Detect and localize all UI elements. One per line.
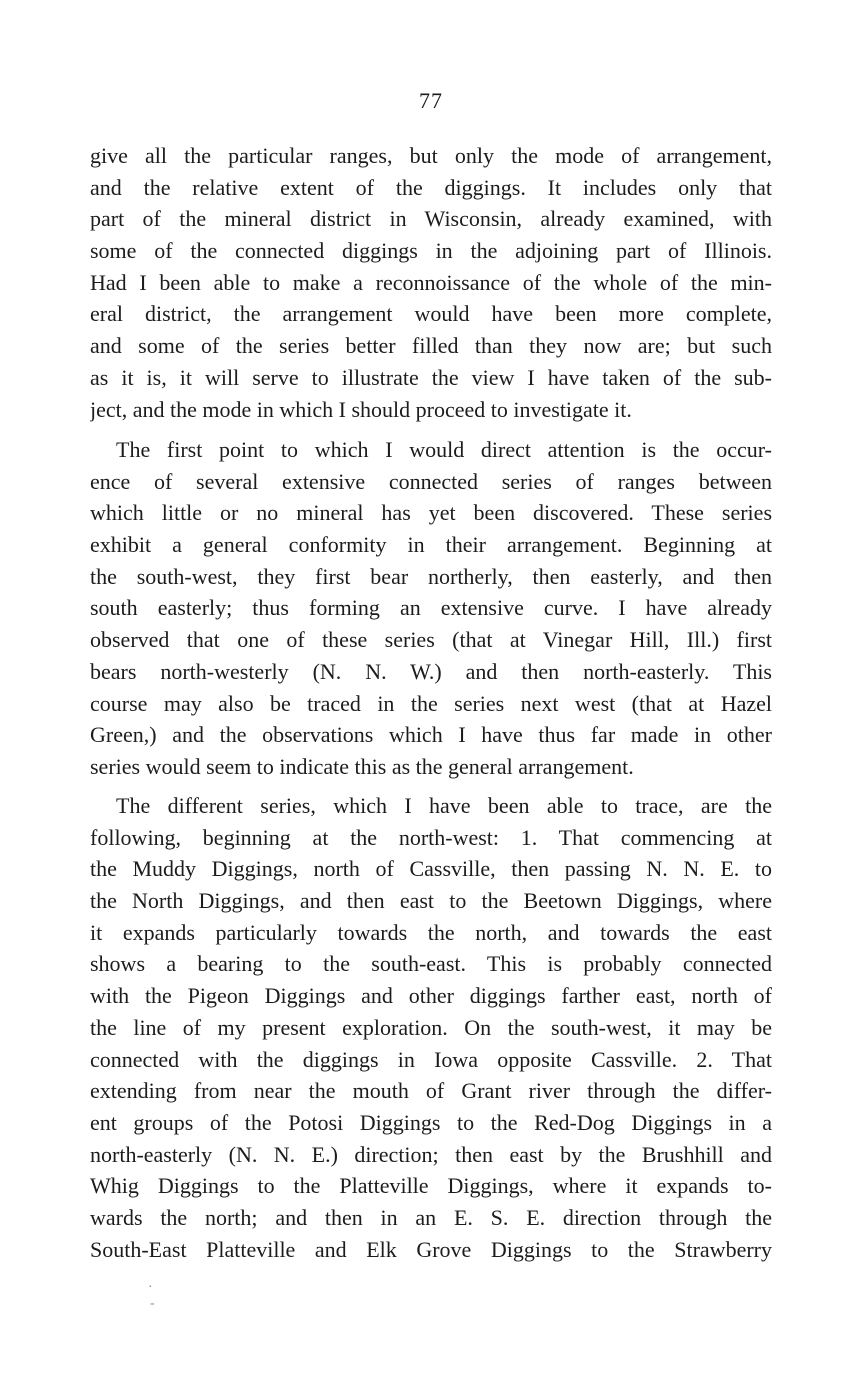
text-line: series would seem to indicate this as the general arrangement. <box>90 753 634 779</box>
text-line: and the relative extent of the diggings. It includes only that <box>90 174 772 200</box>
text-line: ject, and the mode in which I should proceed to investigate it. <box>90 396 632 422</box>
paragraph-2 <box>90 434 772 783</box>
page-number: 77 <box>419 88 443 113</box>
text-line: and some of the series better filled than they now are; but such <box>90 333 772 359</box>
text-line: ent groups of the Potosi Diggings to the Red-Dog Diggings in a <box>90 1109 772 1135</box>
text-line: which little or no mineral has yet been discovered. These series <box>90 500 772 526</box>
text-line: Had I been able to make a reconnoissance of the whole of the min- <box>90 269 772 295</box>
text-line: Green,) and the observations which I have thus far made in other <box>90 722 772 748</box>
paragraph-1 <box>90 140 772 425</box>
text-line: the North Diggings, and then east to the Beetown Diggings, where <box>90 888 772 914</box>
ink-speck: · <box>148 1280 153 1295</box>
text-line: south easterly; thus forming an extensive curve. I have already <box>90 595 772 621</box>
text-line: South-East Platteville and Elk Grove Diggings to the Strawberry <box>90 1236 772 1262</box>
text-line: Whig Diggings to the Platteville Diggings, where it expands to- <box>90 1173 772 1199</box>
text-line: shows a bearing to the south-east. This is probably connected <box>90 951 772 977</box>
text-line: the line of my present exploration. On the south-west, it may be <box>90 1014 772 1040</box>
text-line: course may also be traced in the series next west (that at Hazel <box>90 690 772 716</box>
text-line: the Muddy Diggings, north of Cassville, then passing N. N. E. to <box>90 856 772 882</box>
paragraph-3 <box>90 790 772 1265</box>
text-line: wards the north; and then in an E. S. E. direction through the <box>90 1204 772 1230</box>
text-line: eral district, the arrangement would have been more complete, <box>90 301 772 327</box>
text-line: the south-west, they first bear northerly, then easterly, and then <box>90 563 772 589</box>
text-line: part of the mineral district in Wisconsin, already examined, with <box>90 206 772 232</box>
text-line: following, beginning at the north-west: 1. That commencing at <box>90 824 772 850</box>
text-line: north-easterly (N. N. E.) direction; then east by the Brushhill and <box>90 1141 772 1167</box>
text-line: some of the connected diggings in the adjoining part of Illinois. <box>90 238 772 264</box>
text-line: The different series, which I have been able to trace, are the <box>116 793 772 818</box>
text-line: with the Pigeon Diggings and other diggings farther east, north of <box>90 983 772 1009</box>
text-line: observed that one of these series (that at Vinegar Hill, Ill.) first <box>90 627 772 653</box>
text-line: give all the particular ranges, but only the mode of arrangement, <box>90 143 772 168</box>
text-line: The first point to which I would direct attention is the occur- <box>116 437 772 462</box>
text-line: extending from near the mouth of Grant river through the differ- <box>90 1078 772 1104</box>
text-line: as it is, it will serve to illustrate the view I have taken of the sub- <box>90 364 772 390</box>
text-line: it expands particularly towards the north, and towards the east <box>90 919 772 945</box>
text-line: bears north-westerly (N. N. W.) and then north-easterly. This <box>90 658 772 684</box>
text-line: exhibit a general conformity in their arrangement. Beginning at <box>90 532 772 558</box>
ink-speck: - <box>150 1296 155 1311</box>
text-line: ence of several extensive connected series of ranges between <box>90 468 772 494</box>
text-line: connected with the diggings in Iowa opposite Cassville. 2. That <box>90 1046 772 1072</box>
